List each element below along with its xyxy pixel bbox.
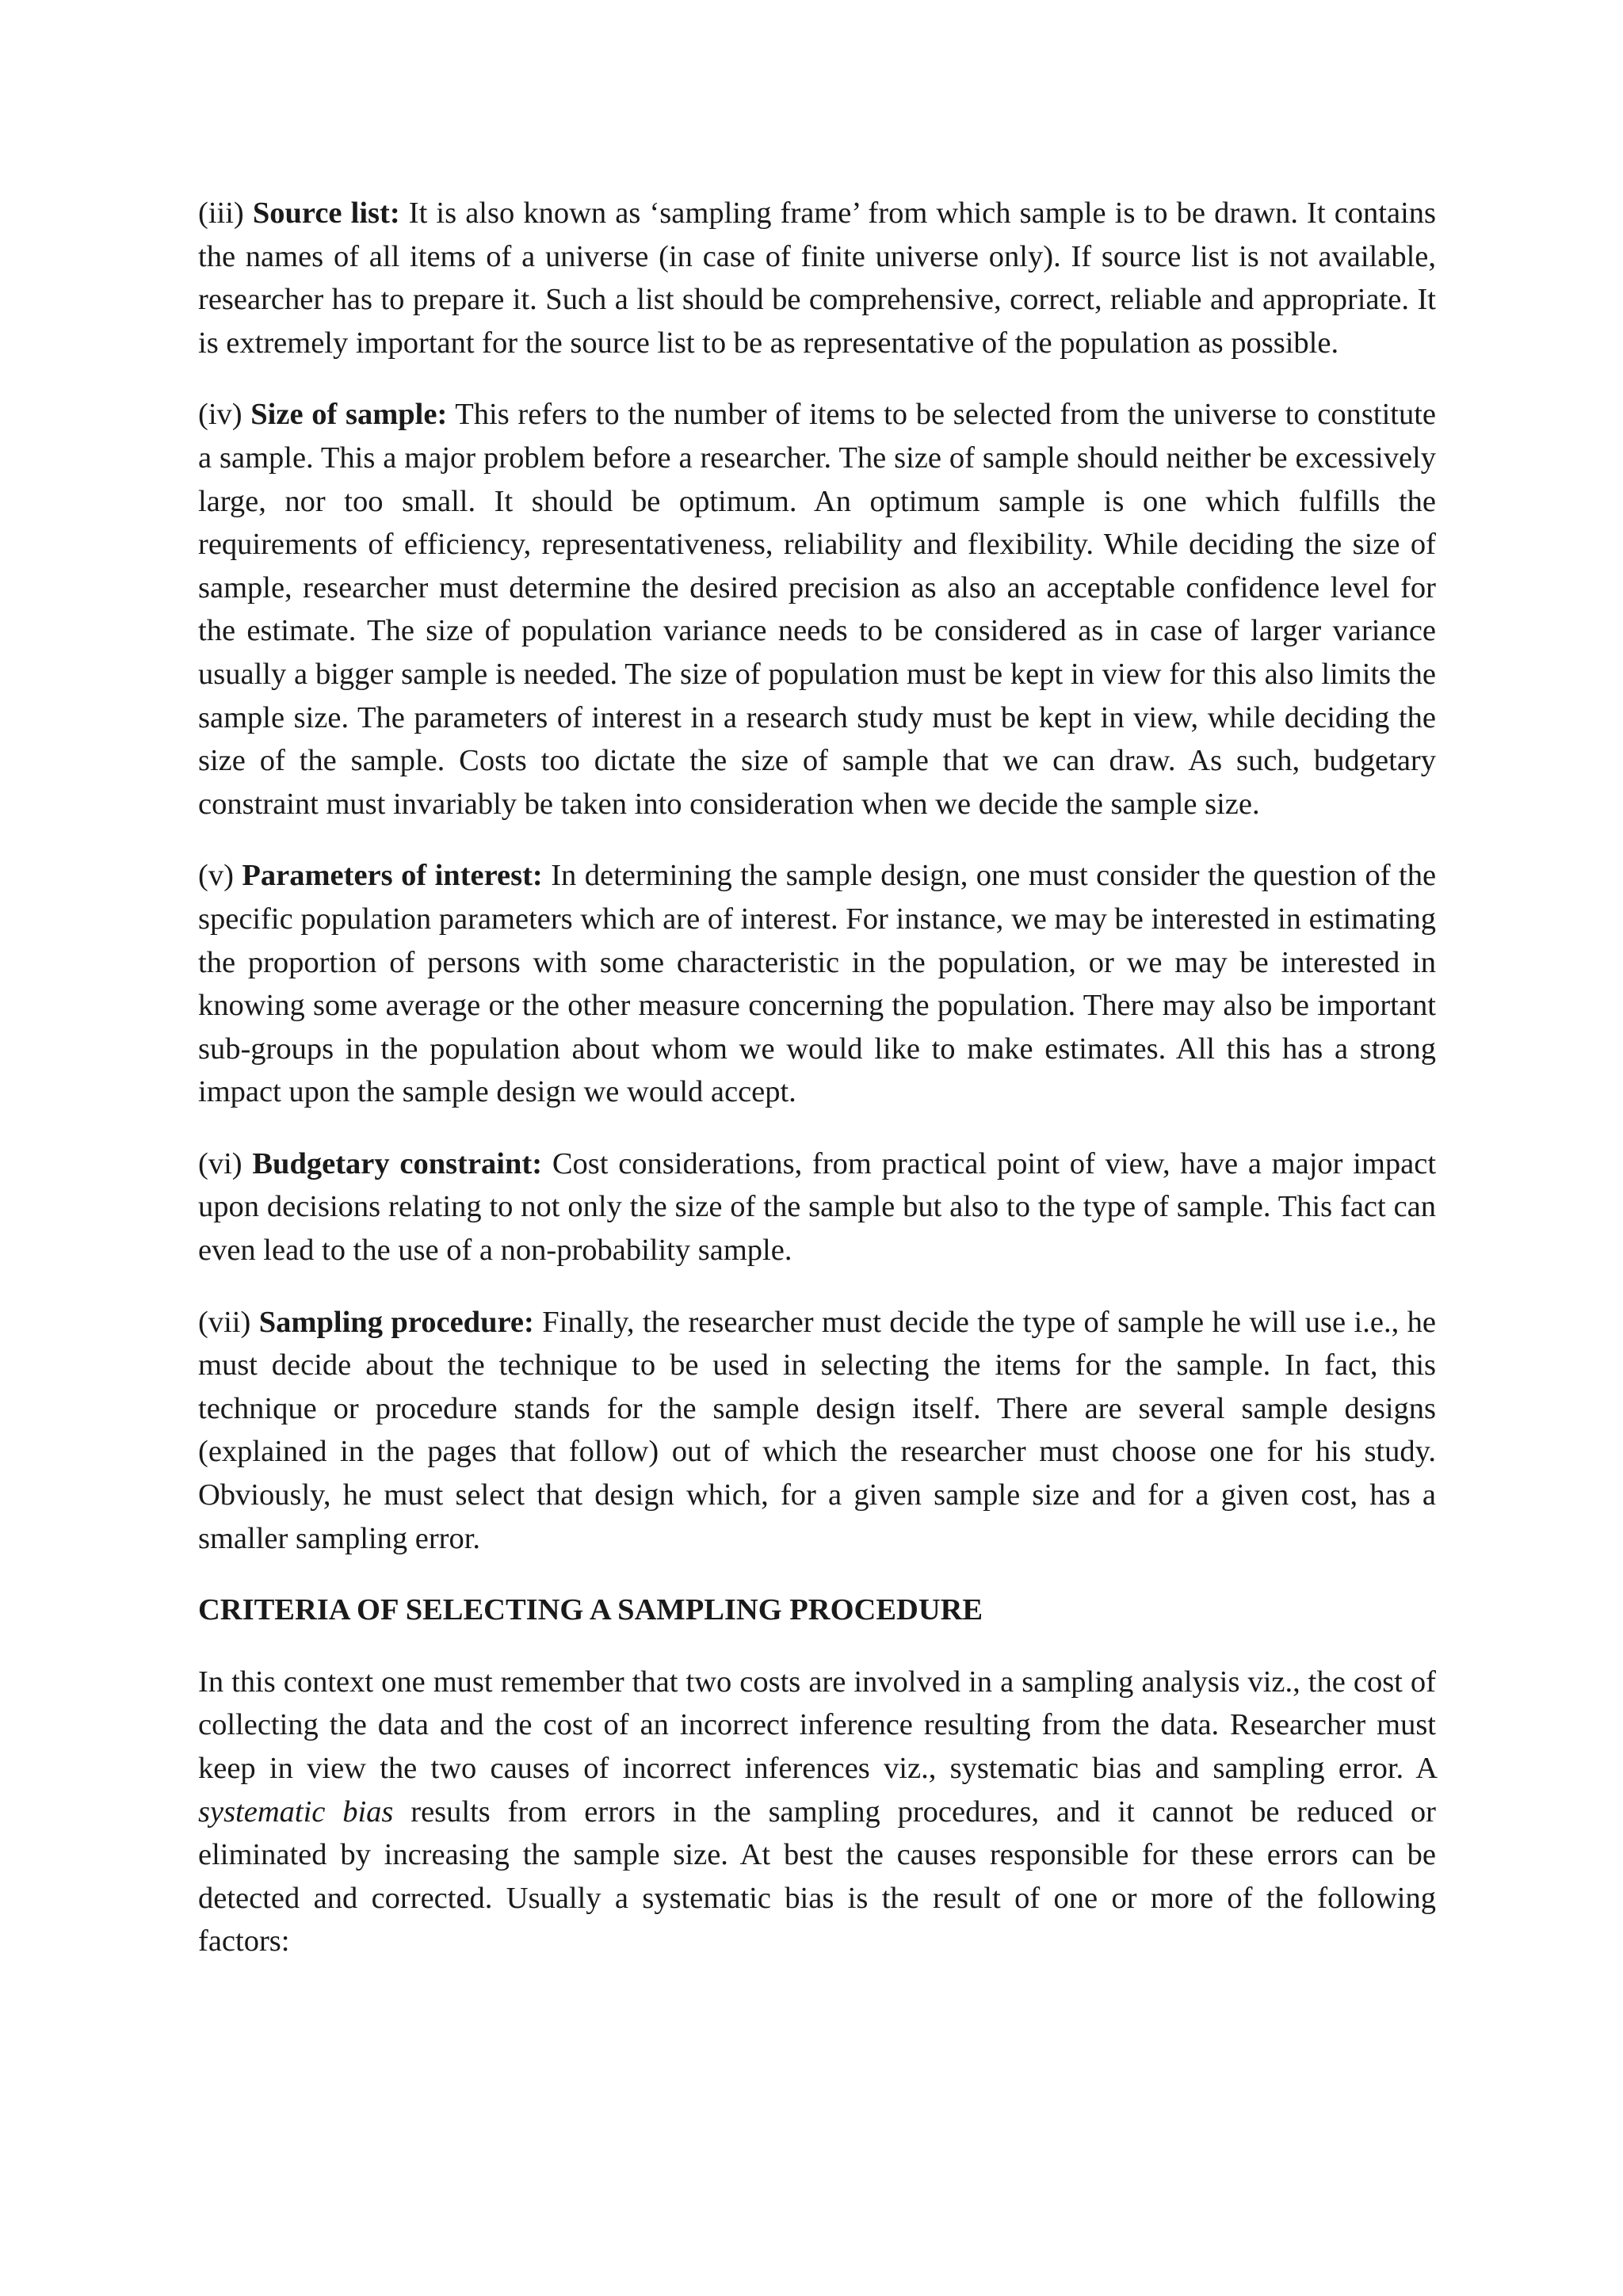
paragraph-criteria-intro (198, 1661, 1436, 1963)
item-marker: (iii) (198, 196, 244, 230)
item-term: Parameters of interest: (242, 859, 543, 893)
item-term: Size of sample: (250, 398, 448, 432)
paragraph-parameters-of-interest (198, 854, 1436, 1114)
item-marker: (vii) (198, 1305, 251, 1339)
item-text: Finally, the researcher must decide the type of sample he will use i.e., he must decide about the technique to be used in selecting the items for the sample. In fact, this technique or procedure stands for the sample design itself. There are several sample designs (explained in the pages that follow) out of which the researcher must choose one for his study. Obviously, he must select that design which, for a given sample size and for a given cost, has a smaller sampling error. (198, 1305, 1437, 1555)
emphasis-systematic-bias: systematic bias (198, 1794, 394, 1829)
document-page (198, 192, 1436, 1992)
paragraph-sampling-procedure (198, 1301, 1436, 1561)
item-term: Budgetary constraint: (252, 1146, 543, 1180)
paragraph-source-list (198, 192, 1436, 364)
item-text: It is also known as ‘sampling frame’ from which sample is to be drawn. It contains the names of all items of a universe (in case of finite universe only). If source list is not available, researcher has to prepare it. Such a list should be comprehensive, correct, reliable and appropriate. It is extremely important for the source list to be as representative of the population as possible. (198, 196, 1437, 360)
paragraph-size-of-sample (198, 393, 1436, 826)
item-marker: (iv) (198, 398, 242, 432)
item-marker: (v) (198, 859, 234, 893)
item-text: This refers to the number of items to be selected from the universe to constitute a sample. This a major problem before a researcher. The size of sample should neither be excessively large, nor too small. It should be optimum. An optimum sample is one which fulfills the requirements of efficiency, representativeness, reliability and flexibility. While deciding the size of sample, researcher must determine the desired precision as also an acceptable confidence level for the estimate. The size of population variance needs to be considered as in case of larger variance usually a bigger sample is needed. The size of population must be kept in view for this also limits the sample size. The parameters of interest in a research study must be kept in view, while deciding the size of the sample. Costs too dictate the size of sample that we can draw. As such, budgetary constraint must invariably be taken into consideration when we decide the sample size. (198, 398, 1437, 821)
closing-text-end: results from errors in the sampling procedures, and it cannot be reduced or eliminated by increasing the sample size. At best the causes responsible for these errors can be detected and corrected. Usually a systematic bias is the result of one or more of the following factors: (198, 1794, 1436, 1958)
section-heading: CRITERIA OF SELECTING A SAMPLING PROCEDURE (198, 1593, 983, 1627)
paragraph-budgetary-constraint (198, 1142, 1436, 1272)
closing-text-start: In this context one must remember that two costs are involved in a sampling analysis viz., the cost of collecting the data and the cost of an incorrect inference resulting from the data. Researcher must keep in view the two causes of incorrect inferences viz., systematic bias and sampling error. A (198, 1665, 1436, 1785)
item-term: Source list: (252, 196, 400, 230)
item-text: In determining the sample design, one must consider the question of the specific population parameters which are of interest. For instance, we may be interested in estimating the proportion of persons with some characteristic in the population, or we may be interested in knowing some average or the other measure concerning the population. There may also be important sub-groups in the population about whom we would like to make estimates. All this has a strong impact upon the sample design we would accept. (198, 859, 1437, 1109)
item-marker: (vi) (198, 1146, 242, 1180)
item-term: Sampling procedure: (258, 1305, 534, 1339)
item-text: Cost considerations, from practical point of view, have a major impact upon decisions relating to not only the size of the sample but also to the type of sample. This fact can even lead to the use of a non-probability sample. (198, 1146, 1437, 1268)
